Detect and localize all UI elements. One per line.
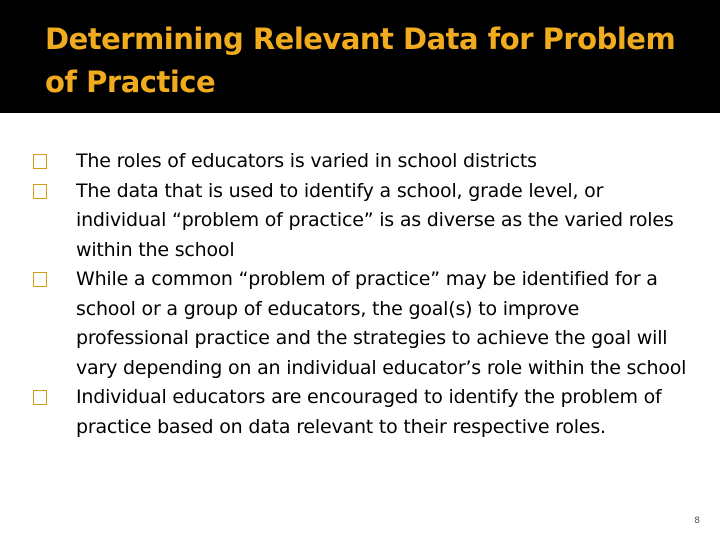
square-bullet-icon xyxy=(33,184,47,199)
bullet-list xyxy=(33,147,693,442)
page-number: 8 xyxy=(694,516,700,526)
square-bullet-icon xyxy=(33,154,47,169)
bullet-text: Individual educators are encouraged to identify the problem of practice based on data relevant to their respective roles. xyxy=(76,386,662,438)
bullet-text: The data that is used to identify a school, grade level, or individual “problem of practice” is as diverse as the varied roles within the school xyxy=(76,179,674,261)
bullet-text: While a common “problem of practice” may be identified for a school or a group of educators, the goal(s) to improve professional practice and the strategies to achieve the goal will vary depending on an individual educator’s role within the school xyxy=(76,268,687,379)
slide-title: Determining Relevant Data for Problem of Practice xyxy=(45,22,676,99)
bullet-item xyxy=(33,147,693,177)
bullet-item xyxy=(33,383,693,442)
bullet-item xyxy=(33,265,693,383)
bullet-item xyxy=(33,177,693,266)
title-bar xyxy=(0,0,720,113)
bullet-text: The roles of educators is varied in school districts xyxy=(76,150,537,172)
square-bullet-icon xyxy=(33,390,47,405)
square-bullet-icon xyxy=(33,272,47,287)
